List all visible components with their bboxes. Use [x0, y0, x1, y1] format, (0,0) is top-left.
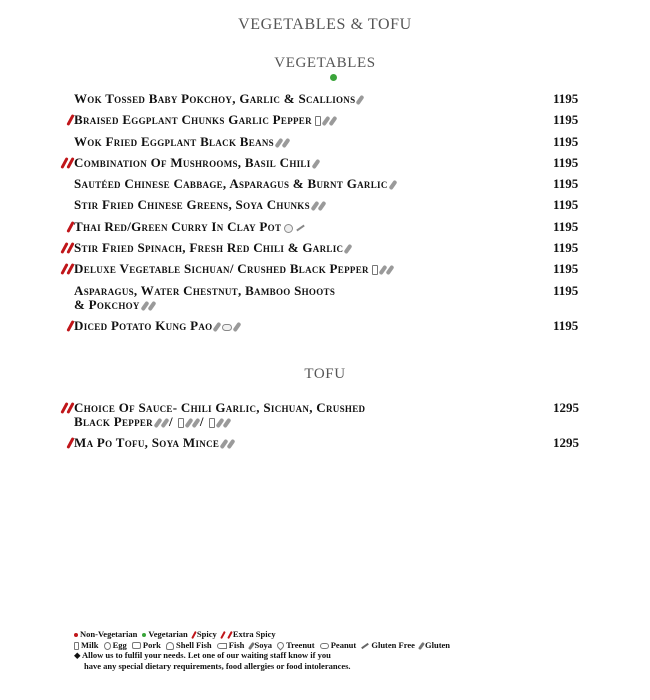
spice-indicator — [46, 284, 72, 298]
spice-indicator — [46, 92, 72, 106]
milk-icon — [372, 265, 378, 275]
chili-icon — [191, 631, 197, 639]
spice-indicator — [46, 198, 72, 212]
gluten-free-icon — [297, 225, 306, 232]
item-name: Thai Red/Green Curry In Clay Pot — [74, 219, 282, 234]
legend-note-cont — [74, 661, 614, 672]
legend-gluten: Gluten — [425, 639, 451, 650]
milk-icon — [74, 642, 79, 650]
milk-icon — [178, 418, 184, 428]
item-name: Wok Tossed Baby Pokchoy, Garlic & Scallions — [74, 91, 356, 106]
item-name: Diced Potato Kung Pao — [74, 318, 213, 333]
soya-bean-icon — [247, 641, 254, 649]
item-price: 1195 — [553, 318, 579, 333]
item-price: 1295 — [553, 400, 579, 415]
legend-gluten-free: Gluten Free — [371, 639, 415, 650]
spice-indicator — [46, 135, 72, 149]
item-price: 1195 — [553, 91, 579, 106]
legend-row-diet — [74, 629, 614, 640]
item-name: Ma Po Tofu, Soya Mince — [74, 435, 220, 450]
gluten-icon — [233, 322, 242, 332]
item-price: 1195 — [553, 283, 579, 298]
legend-note — [74, 650, 614, 661]
menu-page: VEGETABLES & TOFU VEGETABLES Wok Tossed Baby Pokchoy, Garlic & Scallions 1195 Braised Eggplant Chunks Garlic Pepper 1195 Wok Fried Eggplant Black Beans 1195 Combination Of Mushrooms, Basil Chili 1195 Sautéed Chinese Cabbage, Asparagus & Burnt Garlic 1195 Stir Fried Chinese Greens, Soya Chunks 1195 Thai Red/Green Curry In Clay Pot 1195 Stir Fried Spinach, Fresh Red Chili & Garlic 1195 Deluxe Vegetable Sichuan/ Crushed Black Pepper 1195 Asparagus, Water Chestnut, Bamboo Shoots & Pokchoy 1195 Diced Potato Kung Pao 1195 TOFU Choice Of Sauce- Chili Garlic, Sichuan, Crushed Black Pepper / / 1295 Ma Po Tofu, Soya Mince 1295 Non-Vegetarian Vegetarian Spicy Extra Spicy Milk Egg Pork Shell Fish Fish Soya Treenut Peanut Gluten Free Gluten ◆Allow us to fulfil your needs. Let one of our waiting staff know if you have any special dietary requirements, food allergies or food intolerances. — [0, 0, 650, 700]
gluten-icon — [213, 322, 222, 332]
legend-veg: Vegetarian — [148, 629, 188, 639]
legend-non-veg: Non-Vegetarian — [80, 629, 138, 639]
item-price: 1195 — [553, 112, 579, 127]
legend-shell-fish: Shell Fish — [175, 639, 212, 650]
chili-icon — [227, 631, 233, 639]
legend-treenut: Treenut — [286, 639, 315, 650]
pork-icon — [132, 642, 141, 649]
legend-row-allergens — [74, 640, 614, 651]
item-name: Deluxe Vegetable Sichuan/ Crushed Black Pepper — [74, 261, 369, 276]
item-price: 1195 — [553, 261, 579, 276]
spice-indicator — [46, 177, 72, 191]
item-price: 1195 — [553, 219, 579, 234]
gluten-icon — [344, 244, 353, 254]
section-title-vegetables: VEGETABLES — [274, 55, 376, 71]
item-price: 1195 — [553, 240, 579, 255]
treenut-icon — [276, 641, 286, 651]
spice-indicator — [46, 319, 72, 333]
chili-icon — [220, 631, 226, 639]
item-name-line2: Black Pepper — [74, 414, 153, 429]
legend-egg: Egg — [112, 639, 127, 650]
legend — [74, 629, 614, 671]
section-title-tofu: TOFU — [304, 366, 346, 382]
item-price: 1195 — [553, 176, 579, 191]
item-price: 1195 — [553, 134, 579, 149]
item-name: Stir Fried Spinach, Fresh Red Chili & Garlic — [74, 240, 344, 255]
fish-icon — [217, 643, 227, 649]
gluten-icon — [418, 641, 425, 649]
spice-indicator — [46, 156, 72, 170]
legend-extra-spicy: Extra Spicy — [232, 629, 276, 639]
legend-milk: Milk — [81, 639, 99, 650]
milk-icon — [315, 116, 321, 126]
item-name: Asparagus, Water Chestnut, Bamboo Shoots — [74, 283, 336, 298]
item-name: Choice Of Sauce- Chili Garlic, Sichuan, Crushed — [74, 400, 366, 415]
item-name: Braised Eggplant Chunks Garlic Pepper — [74, 112, 312, 127]
spice-indicator — [46, 401, 72, 415]
legend-spicy: Spicy — [196, 629, 217, 639]
gluten-icon — [311, 159, 320, 169]
legend-note-line1: Allow us to fulfil your needs. Let one of our waiting staff know if you — [82, 650, 331, 660]
spice-indicator — [46, 241, 72, 255]
item-name-line2: & Pokchoy — [74, 297, 140, 312]
peanut-icon — [222, 324, 232, 331]
milk-icon — [209, 418, 215, 428]
page-title: VEGETABLES & TOFU — [238, 16, 412, 33]
spice-indicator — [46, 436, 72, 450]
gluten-free-icon — [362, 642, 370, 648]
gluten-icon — [356, 95, 365, 105]
spice-indicator — [46, 220, 72, 234]
item-price: 1295 — [553, 435, 579, 450]
legend-fish: Fish — [228, 639, 245, 650]
vegetarian-dot-icon — [142, 633, 146, 637]
item-price: 1195 — [553, 197, 579, 212]
peanut-icon — [320, 643, 329, 649]
legend-peanut: Peanut — [330, 639, 357, 650]
legend-soya: Soya — [254, 639, 272, 650]
item-name: Sautéed Chinese Cabbage, Asparagus & Burnt Garlic — [74, 176, 388, 191]
shell-fish-icon — [166, 642, 174, 650]
gluten-icon — [388, 180, 397, 190]
non-vegetarian-dot-icon — [74, 633, 78, 637]
item-name: Combination Of Mushrooms, Basil Chili — [74, 155, 311, 170]
legend-note-line2: have any special dietary requirements, food allergies or food intolerances. — [84, 660, 351, 671]
item-price: 1195 — [553, 155, 579, 170]
soya-icon — [284, 224, 293, 233]
egg-icon — [104, 642, 111, 650]
spice-indicator — [46, 262, 72, 276]
vegetarian-dot-icon — [330, 74, 337, 81]
item-name: Stir Fried Chinese Greens, Soya Chunks — [74, 197, 310, 212]
diamond-bullet-icon: ◆ — [74, 650, 81, 660]
item-name: Wok Fried Eggplant Black Beans — [74, 134, 274, 149]
legend-pork: Pork — [142, 639, 161, 650]
spice-indicator — [46, 113, 72, 127]
